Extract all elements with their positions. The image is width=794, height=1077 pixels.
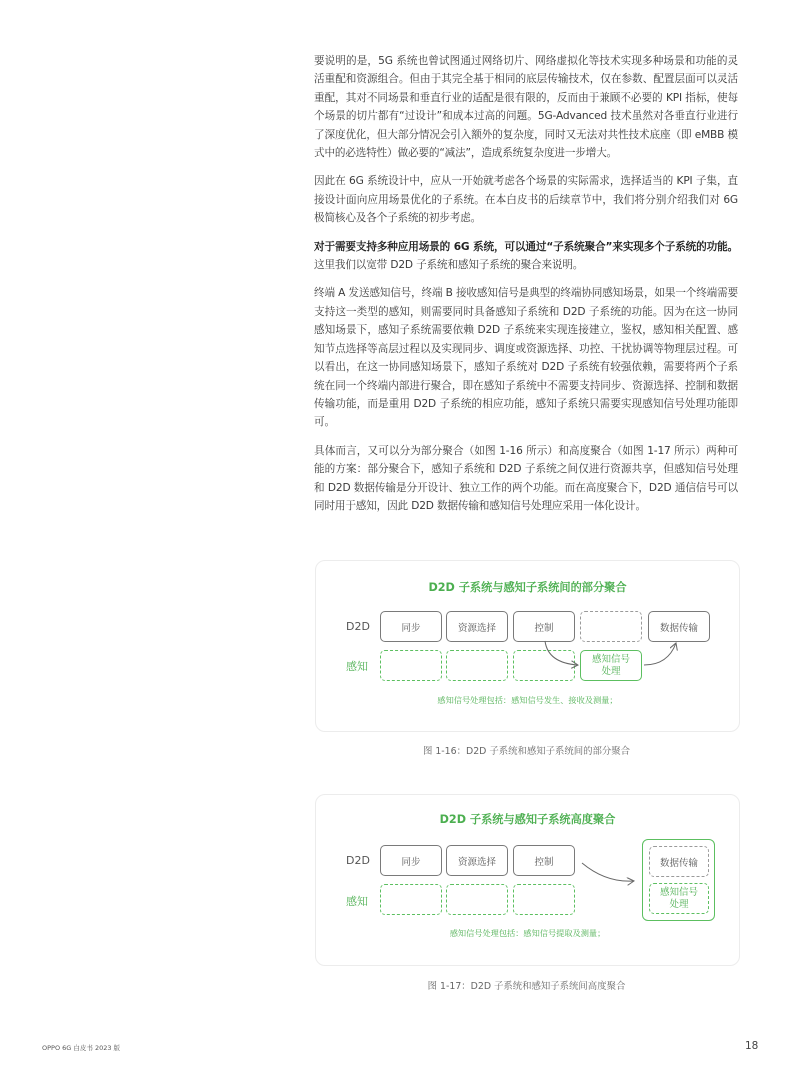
arrow-control-to-integrated (582, 863, 634, 881)
row-label-d2d: D2D (346, 854, 370, 867)
arrow-control-to-sensing (545, 641, 578, 665)
box-resource-selection: 资源选择 (446, 845, 508, 876)
paragraph-2: 因此在 6G 系统设计中，应从一开始就考虑各个场景的实际需求，选择适当的 KPI 子集，直接设计面向应用场景优化的子系统。在本白皮书的后续章节中，我们将分别介绍我们对 6G 极简核心及各个子系统的初步考虑。 (314, 175, 738, 225)
body-text (314, 52, 738, 525)
figure-note: 感知信号处理包括：感知信号发生、接收及测量； (437, 695, 618, 705)
box-data-transmission: 数据传输 (649, 846, 709, 877)
box-data-transmission: 数据传输 (648, 611, 710, 642)
figure-caption-1-17: 图 1-17：D2D 子系统和感知子系统间高度聚合 (427, 981, 626, 992)
figure-caption-1-16: 图 1-16：D2D 子系统和感知子系统间的部分聚合 (422, 746, 631, 757)
box-sensing-line1: 感知信号 (659, 886, 698, 898)
box-sync: 同步 (380, 611, 442, 642)
paragraph-5: 具体而言，又可以分为部分聚合（如图 1-16 所示）和高度聚合（如图 1-17 所示）两种可能的方案：部分聚合下，感知子系统和 D2D 子系统之间仅进行资源共享，但感知信号处理和 D2D 数据传输是分开设计、独立工作的两个功能。而在高度聚合下，D2D 通信信号可以同时用于感知，因此 D2D 数据传输和感知信号处理应采用一体化设计。 (314, 444, 738, 512)
paragraph-3 (314, 238, 738, 275)
box-sensing-line1: 感知信号 (591, 653, 630, 665)
flow-arrows (316, 795, 739, 965)
row-label-sensing: 感知 (346, 895, 368, 908)
arrow-sensing-to-data (644, 643, 676, 665)
paragraph-4: 终端 A 发送感知信号，终端 B 接收感知信号是典型的终端协同感知场景，如果一个终端需要支持这一类型的感知，则需要同时具备感知子系统和 D2D 子系统的功能。因为在这一协同感知场景下，感知子系统需要依赖 D2D 子系统来实现连接建立，鉴权，感知相关配置、感知节点选择等高层过程以及实现同步、调度或资源选择、功控、干扰协调等物理层过程。可以看出，在这一协同感知场景下，感知子系统对 D2D 子系统有较强依赖，需要将两个子系统在同一个终端内部进行聚合，即在感知子系统中不需要支持同步、资源选择、控制和数据传输功能，而是重用 D2D 子系统的相应功能，感知子系统只需要实现感知信号处理功能即可。 (314, 287, 738, 429)
box-sensing-line2: 处理 (601, 665, 621, 677)
box-resource-selection: 资源选择 (446, 611, 508, 642)
figure-partial-aggregation (315, 560, 740, 732)
box-sync: 同步 (380, 845, 442, 876)
box-control: 控制 (513, 845, 575, 876)
figure-title: D2D 子系统与感知子系统高度聚合 (439, 813, 616, 826)
paragraph-3-bold: 对于需要支持多种应用场景的 6G 系统，可以通过“子系统聚合”来实现多个子系统的功能。 (314, 240, 738, 253)
paragraph-3-rest: 这里我们以宽带 D2D 子系统和感知子系统的聚合来说明。 (314, 259, 584, 272)
page-number: 18 (745, 1040, 759, 1052)
footer-document-title: OPPO 6G 白皮书 2023 版 (42, 1044, 121, 1052)
figure-high-aggregation (315, 794, 740, 966)
row-label-d2d: D2D (346, 620, 370, 633)
box-sensing-line2: 处理 (669, 898, 689, 910)
paragraph-1: 要说明的是，5G 系统也曾试图通过网络切片、网络虚拟化等技术实现多种场景和功能的灵活重配和资源组合。但由于其完全基于相同的底层传输技术，仅在参数、配置层面可以灵活重配，其对不同场景和垂直行业的适配是很有限的，反而由于兼顾不必要的 KPI 指标，使每个场景的切片都有“过设计”和成本过高的问题。5G-Advanced 技术虽然对各垂直行业进行了深度优化，但大部分情况会引入额外的复杂度，同时又无法对共性技术底座（即 eMBB 模式中的必选特性）做必要的“减法”，造成系统复杂度进一步增大。 (314, 55, 738, 160)
figure-title: D2D 子系统与感知子系统间的部分聚合 (428, 581, 627, 594)
box-control: 控制 (513, 611, 575, 642)
figure-note: 感知信号处理包括：感知信号提取及测量； (449, 928, 606, 938)
row-label-sensing: 感知 (346, 660, 368, 673)
